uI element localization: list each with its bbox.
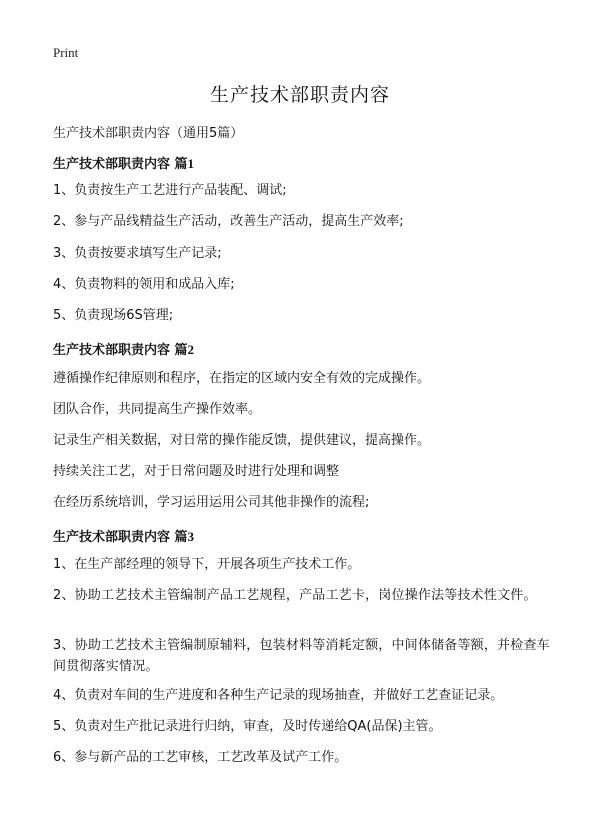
list-item: 记录生产相关数据，对日常的操作能反馈，提供建议，提高操作。 bbox=[53, 433, 431, 448]
list-item: 4、负责物料的领用和成品入库; bbox=[53, 277, 235, 292]
list-item: 1、负责按生产工艺进行产品装配、调试; bbox=[53, 183, 287, 198]
list-item: 在经历系统培训，学习运用运用公司其他非操作的流程; bbox=[53, 495, 370, 510]
list-item: 3、协助工艺技术主管编制原辅料，包装材料等消耗定额，中间体储备等额，并检查车间贯彻落实情况。 bbox=[53, 638, 550, 674]
list-item: 遵循操作纪律原则和程序，在指定的区域内安全有效的完成操作。 bbox=[53, 371, 431, 386]
print-link[interactable]: Print bbox=[53, 45, 79, 60]
section-heading-number: 2 bbox=[187, 342, 195, 357]
section-heading-number: 3 bbox=[187, 529, 195, 544]
list-item: 6、参与新产品的工艺审核，工艺改革及试产工作。 bbox=[53, 750, 348, 765]
list-item: 4、负责对车间的生产进度和各种生产记录的现场抽查，并做好工艺查证记录。 bbox=[53, 688, 504, 703]
section-heading-1 bbox=[53, 153, 194, 172]
list-item: 3、负责按要求填写生产记录; bbox=[53, 246, 222, 261]
list-item: 团队合作，共同提高生产操作效率。 bbox=[53, 402, 262, 417]
list-item: 5、负责对生产批记录进行归纳，审查，及时传递给QA(品保)主管。 bbox=[53, 719, 442, 734]
list-item: 1、在生产部经理的领导下，开展各项生产技术工作。 bbox=[53, 557, 361, 572]
section-heading-text: 生产技术部职责内容 篇 bbox=[53, 530, 188, 545]
section-heading-text: 生产技术部职责内容 篇 bbox=[53, 157, 188, 172]
list-item: 2、参与产品线精益生产活动，改善生产活动，提高生产效率; bbox=[53, 214, 404, 229]
section-heading-3 bbox=[53, 526, 194, 545]
list-item: 2、协助工艺技术主管编制产品工艺规程，产品工艺卡，岗位操作法等技术性文件。 bbox=[53, 588, 537, 603]
list-item: 持续关注工艺，对于日常问题及时进行处理和调整 bbox=[53, 464, 340, 479]
section-heading-2 bbox=[53, 339, 194, 358]
section-heading-number: 1 bbox=[187, 156, 195, 171]
section-heading-text: 生产技术部职责内容 篇 bbox=[53, 343, 188, 358]
page-title: 生产技术部职责内容 bbox=[209, 84, 390, 106]
list-item: 5、负责现场6S管理; bbox=[53, 308, 174, 323]
document-intro: 生产技术部职责内容（通用5篇） bbox=[53, 126, 244, 141]
